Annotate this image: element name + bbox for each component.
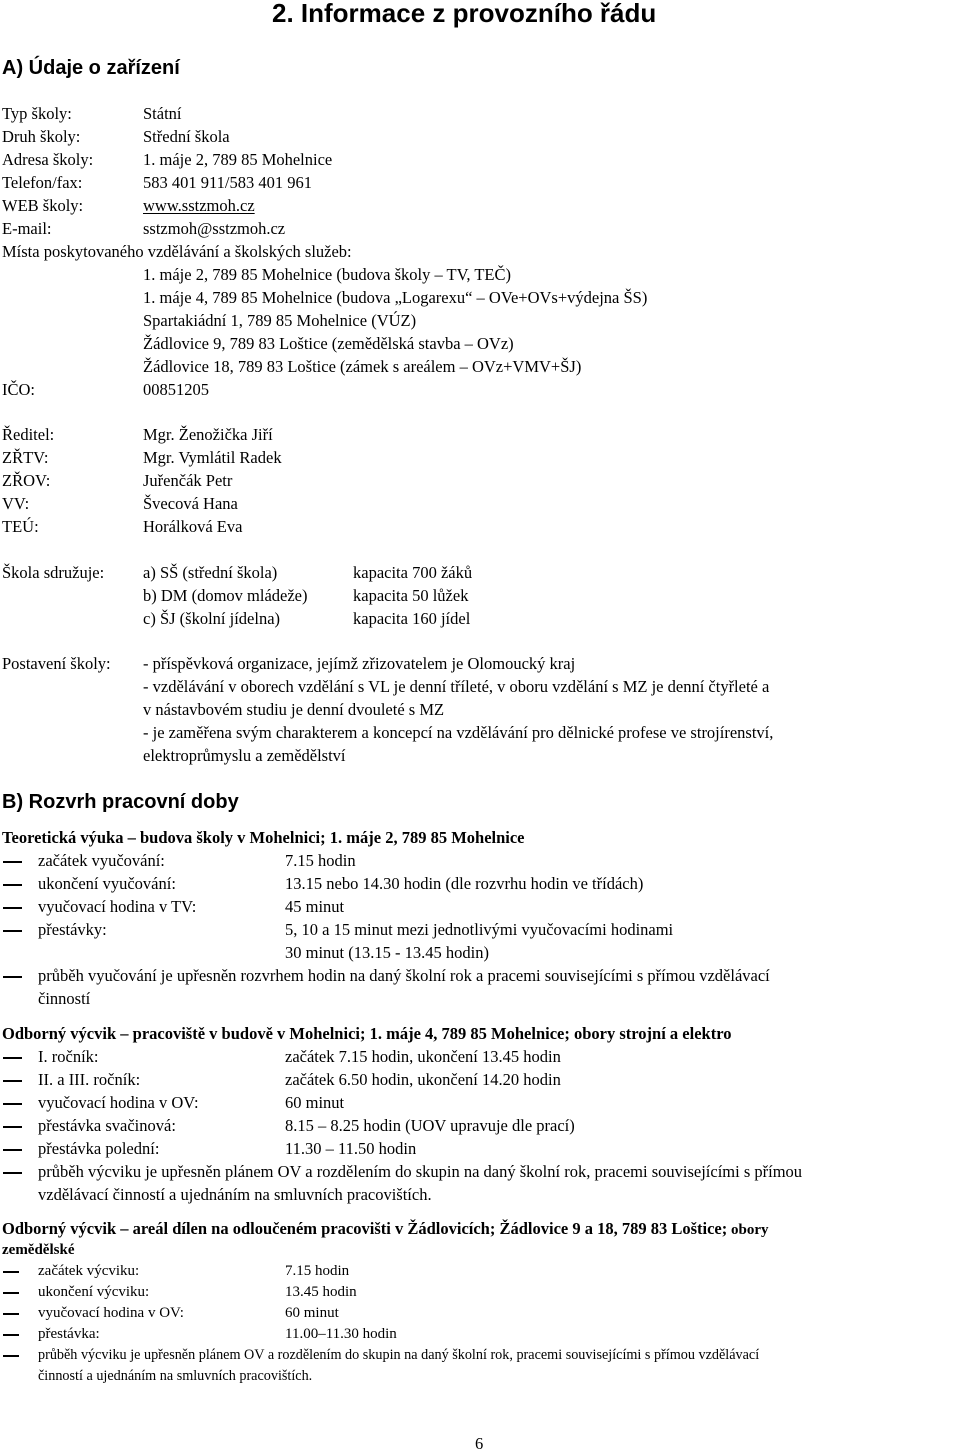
bullet-dash bbox=[3, 1355, 19, 1357]
unit-capacity: kapacita 700 žáků bbox=[353, 563, 473, 582]
school-type-value: Státní bbox=[143, 104, 182, 123]
remote-heading bbox=[2, 1219, 769, 1240]
staff-role: ZŘOV: bbox=[2, 471, 51, 490]
theory-row-value: 7.15 hodin bbox=[285, 851, 356, 870]
remote-row-label: začátek výcviku: bbox=[38, 1263, 140, 1279]
remote-note: činností a ujednáním na smluvních pracovištích. bbox=[38, 1368, 313, 1384]
bullet-dash bbox=[3, 1313, 19, 1315]
bullet-dash bbox=[3, 1172, 22, 1174]
remote-row-label: ukončení výcviku: bbox=[38, 1284, 150, 1300]
status-label: Postavení školy: bbox=[2, 654, 111, 673]
phone-label: Telefon/fax: bbox=[2, 173, 83, 192]
place-item: Žádlovice 18, 789 83 Loštice (zámek s areálem – OVz+VMV+ŠJ) bbox=[143, 357, 582, 376]
section-a-heading: A) Údaje o zařízení bbox=[2, 57, 180, 79]
web-link[interactable]: www.sstzmoh.cz bbox=[143, 196, 255, 215]
remote-row-value: 7.15 hodin bbox=[285, 1263, 350, 1279]
staff-role: ZŘTV: bbox=[2, 448, 49, 467]
training-row-value: 11.30 – 11.50 hodin bbox=[285, 1139, 417, 1158]
remote-row-value: 11.00–11.30 hodin bbox=[285, 1326, 397, 1342]
school-type-label: Typ školy: bbox=[2, 104, 72, 123]
staff-role: Ředitel: bbox=[2, 425, 55, 444]
status-line: - příspěvková organizace, jejímž zřizovatelem je Olomoucký kraj bbox=[143, 654, 576, 673]
training-note: průběh výcviku je upřesněn plánem OV a rozdělením do skupin na daný školní rok, pracemi souvisejícími s přímou bbox=[38, 1162, 803, 1181]
theory-note: průběh vyučování je upřesněn rozvrhem hodin na daný školní rok a pracemi souvisejícími s přímou vzdělávací bbox=[38, 966, 770, 985]
status-line: - vzdělávání v oborech vzdělání s VL je denní tříleté, v oboru vzdělání s MZ je denní čtyřleté a bbox=[143, 677, 770, 696]
training-row-value: 60 minut bbox=[285, 1093, 345, 1112]
ico-value: 00851205 bbox=[143, 380, 209, 399]
school-kind-label: Druh školy: bbox=[2, 127, 81, 146]
staff-name: Juřenčák Petr bbox=[143, 471, 233, 490]
address-label: Adresa školy: bbox=[2, 150, 94, 169]
unit-item: a) SŠ (střední škola) bbox=[143, 563, 278, 582]
place-item: Spartakiádní 1, 789 85 Mohelnice (VÚZ) bbox=[143, 311, 417, 330]
address-value: 1. máje 2, 789 85 Mohelnice bbox=[143, 150, 333, 169]
theory-row-value-2: 30 minut (13.15 - 13.45 hodin) bbox=[285, 943, 489, 962]
bullet-dash bbox=[3, 1149, 22, 1151]
phone-value: 583 401 911/583 401 961 bbox=[143, 173, 312, 192]
page-title: 2. Informace z provozního řádu bbox=[272, 0, 657, 28]
school-kind-value: Střední škola bbox=[143, 127, 230, 146]
training-row-value: začátek 6.50 hodin, ukončení 14.20 hodin bbox=[285, 1070, 561, 1089]
unit-item: c) ŠJ (školní jídelna) bbox=[143, 609, 281, 628]
theory-row-value: 5, 10 a 15 minut mezi jednotlivými vyučovacími hodinami bbox=[285, 920, 674, 939]
place-item: 1. máje 4, 789 85 Mohelnice (budova „Logarexu“ – OVe+OVs+výdejna ŠS) bbox=[143, 288, 648, 307]
staff-name: Mgr. Ženožička Jiří bbox=[143, 425, 273, 444]
training-heading: Odborný výcvik – pracoviště v budově v Mohelnici; 1. máje 4, 789 85 Mohelnice; obory strojní a elektro bbox=[2, 1024, 732, 1043]
remote-row-label: vyučovací hodina v OV: bbox=[38, 1305, 184, 1321]
ico-label: IČO: bbox=[2, 380, 35, 399]
bullet-dash bbox=[3, 884, 22, 886]
staff-name: Švecová Hana bbox=[143, 494, 238, 513]
training-note: vzdělávací činností a ujednáním na smluvních pracovištích. bbox=[38, 1185, 432, 1204]
remote-row-value: 60 minut bbox=[285, 1305, 339, 1321]
unit-capacity: kapacita 50 lůžek bbox=[353, 586, 469, 605]
remote-row-label: přestávka: bbox=[38, 1326, 100, 1342]
staff-role: VV: bbox=[2, 494, 30, 513]
training-row-label: přestávka polední: bbox=[38, 1139, 160, 1158]
remote-heading-tail: obory bbox=[727, 1222, 769, 1238]
email-label: E-mail: bbox=[2, 219, 52, 238]
theory-row-value: 13.15 nebo 14.30 hodin (dle rozvrhu hodin ve třídách) bbox=[285, 874, 644, 893]
training-row-label: vyučovací hodina v OV: bbox=[38, 1093, 199, 1112]
staff-role: TEÚ: bbox=[2, 517, 39, 536]
remote-heading-bold: Odborný výcvik – areál dílen na odloučeném pracovišti v Žádlovicích; Žádlovice 9 a 18, 789 83 Loštice; bbox=[2, 1219, 728, 1238]
email-value: sstzmoh@sstzmoh.cz bbox=[143, 219, 286, 238]
staff-name: Horálková Eva bbox=[143, 517, 243, 536]
training-row-value: 8.15 – 8.25 hodin (UOV upravuje dle prací) bbox=[285, 1116, 575, 1135]
theory-heading: Teoretická výuka – budova školy v Mohelnici; 1. máje 2, 789 85 Mohelnice bbox=[2, 828, 525, 847]
bullet-dash bbox=[3, 1292, 19, 1294]
page-number: 6 bbox=[475, 1434, 484, 1453]
bullet-dash bbox=[3, 930, 22, 932]
bullet-dash bbox=[3, 861, 22, 863]
status-line: elektroprůmyslu a zemědělství bbox=[143, 746, 346, 765]
theory-row-value: 45 minut bbox=[285, 897, 345, 916]
training-row-label: I. ročník: bbox=[38, 1047, 99, 1066]
bullet-dash bbox=[3, 1103, 22, 1105]
training-row-label: přestávka svačinová: bbox=[38, 1116, 176, 1135]
status-line: v nástavbovém studiu je denní dvouleté s MZ bbox=[143, 700, 445, 719]
theory-row-label: vyučovací hodina v TV: bbox=[38, 897, 197, 916]
place-item: 1. máje 2, 789 85 Mohelnice (budova školy – TV, TEČ) bbox=[143, 265, 512, 284]
bullet-dash bbox=[3, 1057, 22, 1059]
training-row-value: začátek 7.15 hodin, ukončení 13.45 hodin bbox=[285, 1047, 561, 1066]
theory-row-label: ukončení vyučování: bbox=[38, 874, 176, 893]
unit-capacity: kapacita 160 jídel bbox=[353, 609, 471, 628]
unites-label: Škola sdružuje: bbox=[2, 563, 105, 582]
places-label: Místa poskytovaného vzdělávání a školských služeb: bbox=[2, 242, 352, 261]
section-b-heading: B) Rozvrh pracovní doby bbox=[2, 791, 239, 813]
remote-row-value: 13.45 hodin bbox=[285, 1284, 357, 1300]
bullet-dash bbox=[3, 907, 22, 909]
theory-row-label: začátek vyučování: bbox=[38, 851, 165, 870]
bullet-dash bbox=[3, 1126, 22, 1128]
bullet-dash bbox=[3, 976, 22, 978]
place-item: Žádlovice 9, 789 83 Loštice (zemědělská stavba – OVz) bbox=[143, 334, 514, 353]
remote-note: průběh výcviku je upřesněn plánem OV a rozdělením do skupin na daný školní rok, pracemi souvisejícími s přímou vzdělávací bbox=[38, 1347, 760, 1363]
theory-row-label: přestávky: bbox=[38, 920, 107, 939]
bullet-dash bbox=[3, 1271, 19, 1273]
bullet-dash bbox=[3, 1334, 19, 1336]
training-row-label: II. a III. ročník: bbox=[38, 1070, 141, 1089]
remote-heading-line2: zemědělské bbox=[2, 1242, 75, 1258]
status-line: - je zaměřena svým charakterem a koncepcí na vzdělávání pro dělnické profese ve strojírenství, bbox=[143, 723, 774, 742]
bullet-dash bbox=[3, 1080, 22, 1082]
staff-name: Mgr. Vymlátil Radek bbox=[143, 448, 282, 467]
web-label: WEB školy: bbox=[2, 196, 84, 215]
theory-note: činností bbox=[38, 989, 91, 1008]
unit-item: b) DM (domov mládeže) bbox=[143, 586, 308, 605]
